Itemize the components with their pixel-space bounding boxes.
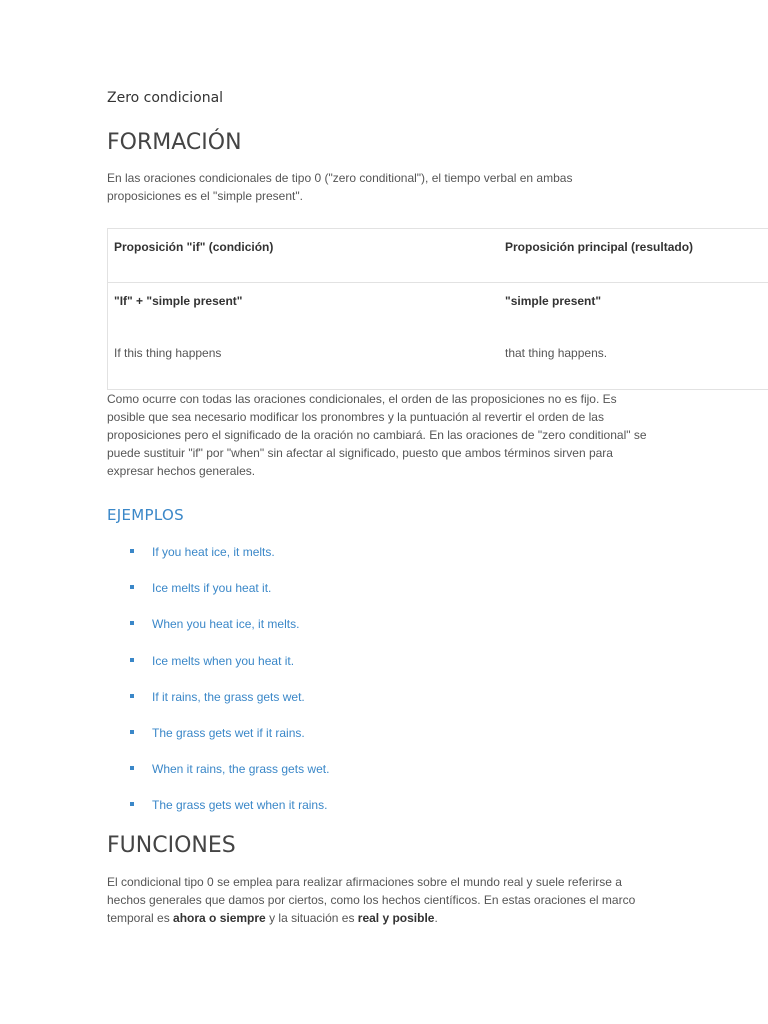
square-bullet-icon — [130, 549, 134, 553]
funciones-text-part: y la situación es — [265, 911, 358, 925]
table-header-condition: Proposición "if" (condición) — [114, 240, 274, 254]
square-bullet-icon — [130, 802, 134, 806]
funciones-text-part: El condicional tipo 0 se emplea para realizar afirmaciones sobre el mundo real y suele referirse a hechos generales que damos por ciertos, como los hechos científicos. En estas oraciones el marco temporal es — [107, 875, 636, 925]
list-item — [107, 685, 329, 721]
heading-ejemplos: EJEMPLOS — [107, 506, 184, 524]
list-item — [107, 649, 329, 685]
table-cell: "If" + "simple present" — [114, 294, 243, 308]
list-item — [107, 793, 329, 829]
square-bullet-icon — [130, 585, 134, 589]
square-bullet-icon — [130, 730, 134, 734]
square-bullet-icon — [130, 694, 134, 698]
example-text: If you heat ice, it melts. — [152, 545, 275, 559]
funciones-text — [107, 873, 652, 927]
example-text: The grass gets wet when it rains. — [152, 798, 328, 813]
order-note: Como ocurre con todas las oraciones condicionales, el orden de las proposiciones no es fijo. Es posible que sea necesario modificar los pronombres y la puntuación al revertir el orden de las proposiciones pero el significado de la oración no cambiará. En las oraciones de "zero conditional" se puede sustituir "if" por "when" sin afectar al significado, puesto que ambos términos sirven para expresar hechos generales. — [107, 392, 647, 478]
list-item — [107, 612, 329, 648]
example-text: Ice melts when you heat it. — [152, 653, 295, 668]
funciones-bold-situation: real y posible — [357, 911, 435, 925]
document-subtitle: Zero condicional — [107, 90, 224, 106]
formacion-intro: En las oraciones condicionales de tipo 0 ("zero conditional"), el tiempo verbal en ambas proposiciones es el "simple present". — [107, 171, 573, 203]
example-text: When you heat ice, it melts. — [152, 617, 300, 632]
list-item — [107, 721, 329, 757]
example-text: Ice melts if you heat it. — [152, 581, 272, 596]
list-item — [107, 540, 329, 576]
heading-funciones: FUNCIONES — [107, 833, 236, 858]
example-text: If it rains, the grass gets wet. — [152, 689, 305, 704]
table-cell: If this thing happens — [114, 346, 222, 360]
list-item — [107, 757, 329, 793]
examples-list — [107, 540, 329, 830]
square-bullet-icon — [130, 621, 134, 625]
table-cell: that thing happens. — [505, 346, 608, 360]
example-text: When it rains, the grass gets wet. — [152, 762, 330, 777]
table-cell: "simple present" — [505, 294, 602, 308]
square-bullet-icon — [130, 658, 134, 662]
table-header-result: Proposición principal (resultado) — [505, 240, 694, 254]
table-divider — [108, 282, 768, 283]
funciones-text-part: . — [434, 911, 438, 925]
list-item — [107, 576, 329, 612]
square-bullet-icon — [130, 766, 134, 770]
example-text: The grass gets wet if it rains. — [152, 725, 305, 740]
funciones-bold-timeframe: ahora o siempre — [173, 911, 266, 925]
heading-formacion: FORMACIÓN — [107, 130, 242, 155]
formation-table — [107, 228, 768, 390]
